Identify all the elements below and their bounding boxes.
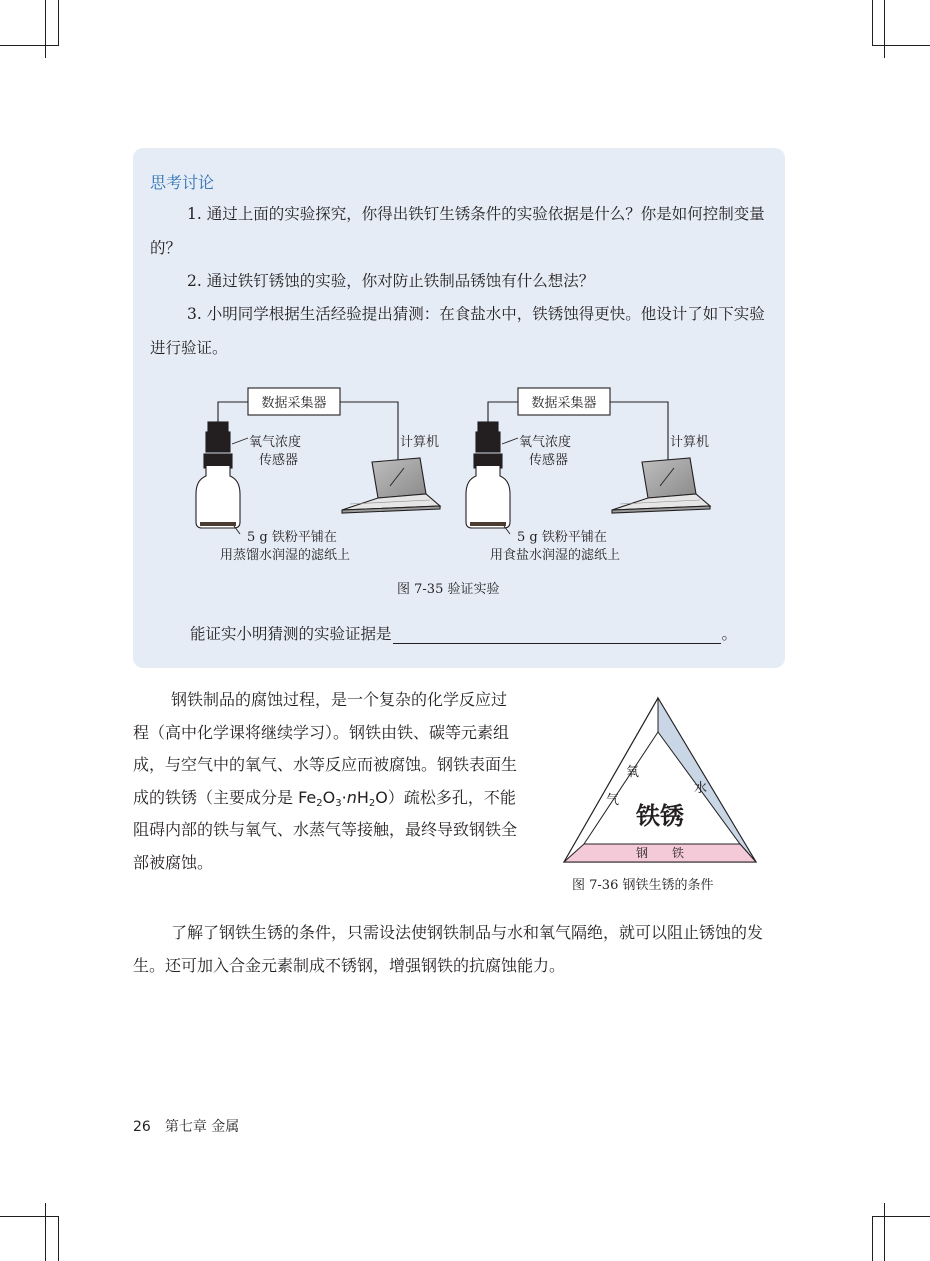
note-right-2: 用食盐水润湿的滤纸上 xyxy=(490,548,621,563)
rust-label: 铁锈 xyxy=(636,802,684,830)
sensor-label-right-2: 传感器 xyxy=(529,453,569,468)
chapter-title: 第七章 金属 xyxy=(164,1119,240,1135)
figure-736-caption: 图 7-36 钢铁生锈的条件 xyxy=(572,878,714,893)
sensor-label-left-2: 传感器 xyxy=(259,453,299,468)
experiment-figure xyxy=(190,384,750,570)
sensor-label-right-1: 氧气浓度 xyxy=(519,435,572,450)
collector-label-left: 数据采集器 xyxy=(261,396,327,411)
oxygen-label-1: 氧 xyxy=(626,765,640,780)
sensor-label-left-1: 氧气浓度 xyxy=(249,435,302,450)
steel-side xyxy=(564,844,756,862)
question-3: 3. 小明同学根据生活经验提出猜测：在食盐水中，铁锈蚀得更快。他设计了如下实验进行验证。 xyxy=(150,305,765,357)
paragraph-prevention: 了解了钢铁生锈的条件，只需设法使钢铁制品与水和氧气隔绝，就可以阻止锈蚀的发生。还可加入合金元素制成不锈钢，增强钢铁的抗腐蚀能力。 xyxy=(133,923,764,975)
figure-735-caption: 图 7-35 验证实验 xyxy=(397,582,500,597)
page-number: 26 xyxy=(133,1119,151,1135)
note-left-1: 5 g 铁粉平铺在 xyxy=(247,530,337,545)
discussion-title: 思考讨论 xyxy=(150,173,215,192)
collector-label-right: 数据采集器 xyxy=(531,396,597,411)
note-right-1: 5 g 铁粉平铺在 xyxy=(517,530,607,545)
page-footer xyxy=(133,1116,239,1136)
answer-blank[interactable] xyxy=(393,625,721,644)
steel-label-1: 钢 xyxy=(636,846,649,860)
note-left-2: 用蒸馏水润湿的滤纸上 xyxy=(220,548,351,563)
question-1: 1. 通过上面的实验探究，你得出铁钉生锈条件的实验依据是什么？你是如何控制变量的？ xyxy=(150,205,765,257)
water-label: 水 xyxy=(694,781,708,796)
question-2: 2. 通过铁钉锈蚀的实验，你对防止铁制品锈蚀有什么想法？ xyxy=(187,272,595,290)
steel-label-2: 铁 xyxy=(672,846,685,860)
paragraph-corrosion: 钢铁制品的腐蚀过程，是一个复杂的化学反应过程（高中化学课将继续学习）。钢铁由铁、碳等元素组成，与空气中的氧气、水等反应而被腐蚀。钢铁表面生成的铁锈（主要成分是 $Fe_2O_3\cdot nH_2O$）疏松多孔，不能阻碍内部的铁与氧气、水蒸气等接触，最终导致钢铁全部被腐蚀。 xyxy=(133,690,518,872)
rust-conditions-triangle xyxy=(560,694,760,866)
computer-label-right: 计算机 xyxy=(670,435,710,450)
computer-label-left: 计算机 xyxy=(400,435,440,450)
oxygen-label-2: 气 xyxy=(606,793,620,808)
answer-line: 能证实小明猜测的实验证据是 。 xyxy=(190,625,738,643)
